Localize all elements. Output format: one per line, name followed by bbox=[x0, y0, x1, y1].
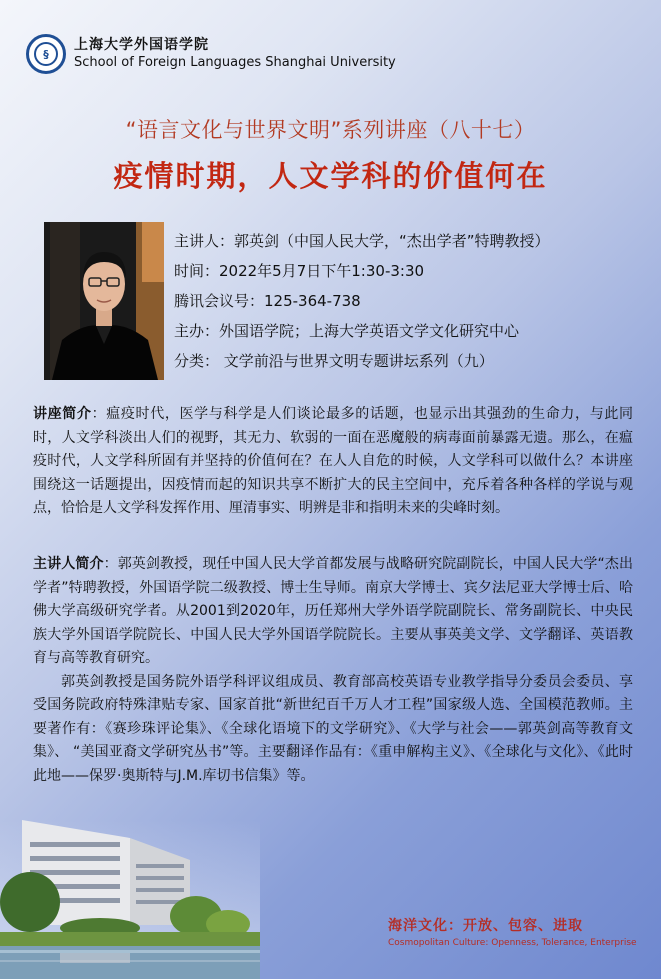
university-name-cn: 上海大学外国语学院 bbox=[74, 37, 209, 53]
speaker-photo bbox=[44, 222, 164, 380]
campus-building-image bbox=[0, 820, 260, 979]
bio-paragraph-2: 郭英剑教授是国务院外语学科评议组成员、教育部高校英语专业教学指导分委员会委员、享受国务院政府特殊津贴专家、国家首批“新世纪百千万人才工程”国家级人选、全国模范教师。主要著作有：《赛珍珠评论集》、《全球化语境下的文学研究》、《大学与社会——郭英剑高等教育文集》、 “美国亚裔文学研究丛书”等。主要翻译作品有：《重申解构主义》、《全球化与文化》、《此时此地——保罗·奥斯特与J.M.库切书信集》等。 bbox=[33, 673, 633, 784]
campus-photo bbox=[0, 820, 260, 979]
time-line: 时间：2022年5月7日下午1:30-3:30 bbox=[174, 262, 425, 280]
university-logo bbox=[26, 34, 66, 74]
header-text bbox=[74, 36, 396, 72]
intro-label: 讲座简介 bbox=[33, 406, 92, 422]
host-line: 主办：外国语学院；上海大学英语文学文化研究中心 bbox=[174, 322, 520, 340]
speaker-bio bbox=[33, 553, 633, 788]
speaker-portrait-image bbox=[44, 222, 164, 380]
lecture-info bbox=[174, 226, 550, 376]
lecture-title: 疫情时期，人文学科的价值何在 bbox=[113, 159, 548, 193]
lecture-intro bbox=[33, 403, 633, 521]
bio-text-1: ：郭英剑教授，现任中国人民大学首都发展与战略研究院副院长，中国人民大学“杰出学者”特聘教授，外国语学院二级教授、博士生导师。南京大学博士、宾夕法尼亚大学博士后、哈佛大学高级研究学者。从2001到2020年，历任郑州大学外语学院副院长、常务副院长、中央民族大学外国语学院院长、中国人民大学外国语学院院长。主要从事英美文学、文学翻译、英语教育与高等教育研究。 bbox=[33, 556, 633, 666]
series-title: “语言文化与世界文明”系列讲座（八十七） bbox=[125, 118, 536, 142]
university-name-en: School of Foreign Languages Shanghai University bbox=[74, 55, 396, 70]
intro-text: ：瘟疫时代，医学与科学是人们谈论最多的话题，也显示出其强劲的生命力，与此同时，人文学科淡出人们的视野，其无力、软弱的一面在恶魔般的病毒面前暴露无遗。那么，在瘟疫时代，人文学科所固有并坚持的价值何在？在人人自危的时候，人文学科可以做什么？本讲座围绕这一话题提出，因疫情而起的知识共享不断扩大的民主空间中，充斥着各种各样的学说与观点，恰恰是人文学科发挥作用、厘清事实、明辨是非和指明未来的尖峰时刻。 bbox=[33, 406, 634, 516]
meeting-id-line: 腾讯会议号：125-364-738 bbox=[174, 292, 361, 310]
header bbox=[26, 34, 396, 74]
speaker-line: 主讲人：郭英剑（中国人民大学，“杰出学者”特聘教授） bbox=[174, 232, 550, 250]
bio-label: 主讲人简介 bbox=[33, 556, 104, 572]
category-line: 分类： 文学前沿与世界文明专题讲坛系列（九） bbox=[174, 352, 494, 370]
motto-en: Cosmopolitan Culture: Openness, Tolerance, Enterprise bbox=[388, 938, 637, 948]
logo-emblem-icon: § bbox=[34, 42, 58, 66]
motto-cn: 海洋文化：开放、包容、进取 bbox=[388, 918, 583, 934]
bio-paragraph-1 bbox=[33, 553, 633, 671]
